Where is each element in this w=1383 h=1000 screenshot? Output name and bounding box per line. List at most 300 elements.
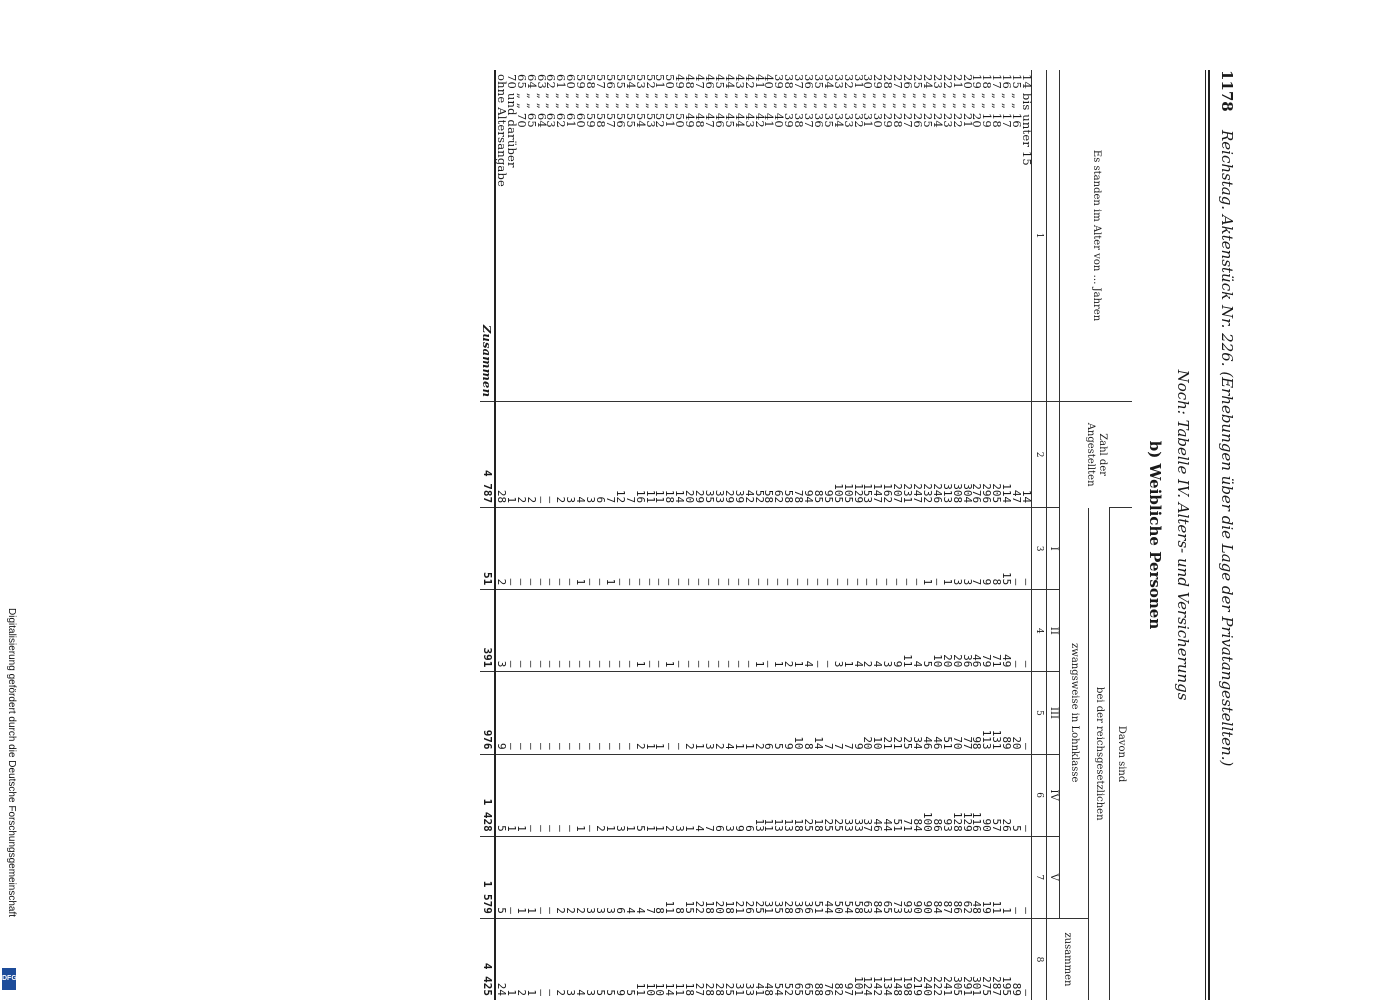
value-cell: — xyxy=(694,508,704,590)
value-cell: — xyxy=(734,508,744,590)
value-cell: 25 xyxy=(754,836,764,918)
col-header-class-i: I xyxy=(1047,508,1060,590)
value-cell: 241 xyxy=(942,918,952,1000)
value-cell: — xyxy=(664,672,674,754)
value-cell: — xyxy=(1021,754,1031,836)
table-row xyxy=(625,70,635,1000)
value-cell: 2 xyxy=(595,754,605,836)
value-cell: 95 xyxy=(823,402,833,508)
value-cell: 4 xyxy=(575,918,585,1000)
col-header-class-v: V xyxy=(1047,836,1060,918)
value-cell: 39 xyxy=(734,402,744,508)
value-cell: 10 xyxy=(655,918,665,1000)
table-row xyxy=(704,70,714,1000)
value-cell: — xyxy=(892,508,902,590)
value-cell: — xyxy=(536,754,546,836)
value-cell: 3 xyxy=(724,754,734,836)
value-cell: 9 xyxy=(981,508,991,590)
value-cell: 14 xyxy=(674,402,684,508)
age-cell: 62 „ „ 63 xyxy=(544,74,559,128)
value-cell: 2 xyxy=(565,836,575,918)
value-cell: 3 xyxy=(585,836,595,918)
value-cell: — xyxy=(546,836,556,918)
value-cell: 131 xyxy=(991,672,1001,754)
value-cell: 301 xyxy=(972,918,982,1000)
age-cell: 26 „ „ 27 xyxy=(901,74,916,128)
value-cell: 147 xyxy=(873,402,883,508)
value-cell: 29 xyxy=(694,402,704,508)
value-cell: 7 xyxy=(823,672,833,754)
table-row xyxy=(932,70,942,1000)
value-cell: 63 xyxy=(863,836,873,918)
value-cell: 1 xyxy=(635,590,645,672)
value-cell: — xyxy=(674,508,684,590)
value-cell: — xyxy=(704,508,714,590)
value-cell: 90 xyxy=(981,754,991,836)
value-cell: — xyxy=(635,508,645,590)
table-row xyxy=(585,70,595,1000)
value-cell: 4 xyxy=(575,402,585,508)
value-cell: 1 xyxy=(1001,836,1011,918)
value-cell: 46 xyxy=(873,754,883,836)
value-cell: 4 xyxy=(912,590,922,672)
value-cell: — xyxy=(585,754,595,836)
age-cell: 18 „ „ 19 xyxy=(980,74,995,128)
table-row xyxy=(565,70,575,1000)
table-row xyxy=(595,70,605,1000)
value-cell: — xyxy=(546,918,556,1000)
value-cell: 2 xyxy=(556,836,566,918)
value-cell: 1 xyxy=(664,590,674,672)
value-cell: 77 xyxy=(962,672,972,754)
value-cell: — xyxy=(615,508,625,590)
value-cell: — xyxy=(744,590,754,672)
value-cell: 4 xyxy=(853,590,863,672)
value-cell: 5 xyxy=(773,672,783,754)
table-row xyxy=(536,70,546,1000)
value-cell: 7 xyxy=(704,754,714,836)
value-cell: 124 xyxy=(863,918,873,1000)
value-cell: — xyxy=(546,754,556,836)
table-body xyxy=(480,70,1034,1000)
age-cell: 64 „ „ 65 xyxy=(524,74,539,128)
age-cell: 48 „ „ 49 xyxy=(683,74,698,128)
age-cell: 57 „ „ 58 xyxy=(594,74,609,128)
table-row xyxy=(764,70,774,1000)
value-cell: 2 xyxy=(664,754,674,836)
value-cell: 84 xyxy=(873,836,883,918)
value-cell: — xyxy=(724,508,734,590)
value-cell: 7 xyxy=(843,672,853,754)
value-cell: 1 xyxy=(655,672,665,754)
age-cell: 27 „ „ 28 xyxy=(891,74,906,128)
value-cell: 313 xyxy=(942,402,952,508)
value-cell: — xyxy=(526,754,536,836)
value-cell: — xyxy=(546,590,556,672)
value-cell: 21 xyxy=(734,836,744,918)
table-row xyxy=(803,70,813,1000)
value-cell: — xyxy=(902,508,912,590)
value-cell: — xyxy=(674,672,684,754)
value-cell: 2 xyxy=(495,508,506,590)
value-cell: 49 xyxy=(1001,590,1011,672)
table-row xyxy=(645,70,655,1000)
value-cell: — xyxy=(585,590,595,672)
value-cell: 20 xyxy=(684,402,694,508)
value-cell: 12 xyxy=(615,402,625,508)
value-cell: 28 xyxy=(714,918,724,1000)
value-cell: 51 xyxy=(942,672,952,754)
value-cell: 205 xyxy=(991,402,1001,508)
value-cell: 26 xyxy=(1001,754,1011,836)
value-cell: — xyxy=(536,590,546,672)
total-value-cell: 4 787 xyxy=(480,402,495,508)
value-cell: 232 xyxy=(922,402,932,508)
table-row xyxy=(892,70,902,1000)
table-row xyxy=(684,70,694,1000)
value-cell: — xyxy=(595,590,605,672)
value-cell: 85 xyxy=(813,402,823,508)
age-cell: 30 „ „ 31 xyxy=(861,74,876,128)
age-cell: 56 „ „ 57 xyxy=(603,74,618,128)
value-cell: — xyxy=(1011,836,1021,918)
header-rule xyxy=(1208,70,1210,1000)
value-cell: — xyxy=(556,672,566,754)
value-cell: — xyxy=(595,672,605,754)
value-cell: 3 xyxy=(595,836,605,918)
value-cell: 20 xyxy=(1011,672,1021,754)
value-cell: 2 xyxy=(516,402,526,508)
col-spacer-1 xyxy=(1047,70,1060,402)
value-cell: — xyxy=(526,672,536,754)
value-cell: 1 xyxy=(506,402,516,508)
value-cell: 27 xyxy=(694,918,704,1000)
table-row xyxy=(526,70,536,1000)
age-cell: 55 „ „ 56 xyxy=(613,74,628,128)
age-cell: 45 „ „ 46 xyxy=(712,74,727,128)
value-cell: 8 xyxy=(655,836,665,918)
age-cell: 39 „ „ 40 xyxy=(772,74,787,128)
value-cell: — xyxy=(546,402,556,508)
age-cell: 16 „ „ 17 xyxy=(1000,74,1015,128)
table-row xyxy=(506,70,516,1000)
age-cell: 35 „ „ 36 xyxy=(811,74,826,128)
value-cell: 4 xyxy=(873,590,883,672)
value-cell: 4 xyxy=(724,672,734,754)
value-cell: 4 xyxy=(635,836,645,918)
table-row xyxy=(981,70,991,1000)
value-cell: 1 xyxy=(645,672,655,754)
value-cell: 113 xyxy=(981,672,991,754)
age-cell: 36 „ „ 37 xyxy=(802,74,817,128)
value-cell: 246 xyxy=(932,402,942,508)
value-cell: 1 xyxy=(575,508,585,590)
value-cell: 3 xyxy=(962,508,972,590)
age-cell: 42 „ „ 43 xyxy=(742,74,757,128)
table-row xyxy=(1011,70,1021,1000)
table-row xyxy=(714,70,724,1000)
value-cell: 3 xyxy=(605,836,615,918)
total-row xyxy=(480,70,495,1000)
dfg-logo: DFG xyxy=(2,968,16,990)
value-cell: 11 xyxy=(991,836,1001,918)
value-cell: 1 xyxy=(942,508,952,590)
age-cell: 46 „ „ 47 xyxy=(703,74,717,128)
age-cell: 15 „ „ 16 xyxy=(1010,74,1025,128)
value-cell: 36 xyxy=(793,836,803,918)
age-cell: 20 „ „ 21 xyxy=(960,74,975,128)
value-cell: 20 xyxy=(952,590,962,672)
value-cell: — xyxy=(506,672,516,754)
value-cell: 62 xyxy=(773,402,783,508)
value-cell: 89 xyxy=(1001,672,1011,754)
value-cell: — xyxy=(714,508,724,590)
value-cell: 1 xyxy=(793,590,803,672)
value-cell: 21 xyxy=(882,672,892,754)
table-row xyxy=(962,70,972,1000)
table-row xyxy=(655,70,665,1000)
age-cell: 38 „ „ 39 xyxy=(782,74,797,128)
value-cell: 18 xyxy=(684,918,694,1000)
value-cell: 86 xyxy=(932,754,942,836)
value-cell: 7 xyxy=(972,508,982,590)
table-row xyxy=(823,70,833,1000)
side-note-text: Digitalisierung gefördert durch die Deutsche Forschungsgemeinschaft xyxy=(6,608,17,918)
value-cell: 2 xyxy=(783,590,793,672)
value-cell: — xyxy=(714,590,724,672)
value-cell: — xyxy=(565,754,575,836)
value-cell: 29 xyxy=(724,402,734,508)
age-cell: 21 „ „ 22 xyxy=(950,74,965,128)
value-cell: 2 xyxy=(863,590,873,672)
value-cell: 90 xyxy=(912,836,922,918)
value-cell: — xyxy=(615,590,625,672)
value-cell: — xyxy=(625,672,635,754)
value-cell: 195 xyxy=(1001,918,1011,1000)
value-cell: 116 xyxy=(972,754,982,836)
value-cell: — xyxy=(655,508,665,590)
table-row xyxy=(1021,70,1031,1000)
section-title: b) Weibliche Personen xyxy=(1146,440,1164,630)
age-cell: 33 „ „ 34 xyxy=(831,74,846,128)
value-cell: 11 xyxy=(764,754,774,836)
value-cell: 6 xyxy=(615,836,625,918)
value-cell: 1 xyxy=(645,754,655,836)
value-cell: 89 xyxy=(1011,918,1021,1000)
table-row xyxy=(902,70,912,1000)
age-cell: 34 „ „ 35 xyxy=(821,74,836,128)
value-cell: 198 xyxy=(902,918,912,1000)
value-cell: — xyxy=(664,508,674,590)
value-cell: 22 xyxy=(694,836,704,918)
value-cell: — xyxy=(684,508,694,590)
value-cell: 1 xyxy=(526,836,536,918)
col-number-1: 1 xyxy=(1032,70,1047,402)
value-cell: 78 xyxy=(793,402,803,508)
table-row xyxy=(516,70,526,1000)
value-cell: 9 xyxy=(615,918,625,1000)
age-cell: 44 „ „ 45 xyxy=(722,74,737,128)
value-cell: — xyxy=(516,672,526,754)
col-number-3: 3 xyxy=(1032,508,1047,590)
value-cell: 1 xyxy=(843,590,853,672)
value-cell: 28 xyxy=(783,836,793,918)
value-cell: 6 xyxy=(714,754,724,836)
value-cell: — xyxy=(536,672,546,754)
value-cell: 1 xyxy=(694,672,704,754)
age-cell: 41 „ „ 42 xyxy=(752,74,767,128)
total-value-cell: 391 xyxy=(480,590,495,672)
value-cell: 6 xyxy=(764,672,774,754)
col-header-count: Zahl der Angestellten xyxy=(1060,402,1133,508)
value-cell: — xyxy=(1011,508,1021,590)
value-cell: — xyxy=(526,590,536,672)
value-cell: 93 xyxy=(902,836,912,918)
value-cell: 142 xyxy=(873,918,883,1000)
value-cell: 9 xyxy=(853,672,863,754)
rotated-page-content xyxy=(60,70,1240,1000)
col-header-class-iii: III xyxy=(1047,672,1060,754)
value-cell: 94 xyxy=(803,402,813,508)
age-cell: 63 „ „ 64 xyxy=(534,74,549,128)
age-cell: 19 „ „ 20 xyxy=(970,74,985,128)
value-cell: 13 xyxy=(783,754,793,836)
value-cell: 48 xyxy=(764,918,774,1000)
value-cell: 5 xyxy=(1011,754,1021,836)
page-title: Reichstag. Aktenstück Nr. 226. (Erhebungen über die Lage der Privatangestellten.) xyxy=(1218,130,1236,767)
value-cell: 19 xyxy=(981,836,991,918)
age-cell: 25 „ „ 26 xyxy=(911,74,926,128)
value-cell: 14 xyxy=(813,672,823,754)
statistics-table xyxy=(480,70,1132,1000)
value-cell: — xyxy=(1021,590,1031,672)
value-cell: — xyxy=(932,508,942,590)
col-header-class-iv: IV xyxy=(1047,754,1060,836)
value-cell: 105 xyxy=(843,402,853,508)
value-cell: — xyxy=(882,508,892,590)
value-cell: 8 xyxy=(803,672,813,754)
value-cell: 5 xyxy=(495,754,506,836)
value-cell: 296 xyxy=(981,402,991,508)
value-cell: 28 xyxy=(495,402,506,508)
value-cell: 2 xyxy=(635,672,645,754)
value-cell: — xyxy=(565,672,575,754)
value-cell: 18 xyxy=(724,836,734,918)
value-cell: 14 xyxy=(664,918,674,1000)
value-cell: 2 xyxy=(526,402,536,508)
value-cell: 71 xyxy=(991,590,1001,672)
value-cell: — xyxy=(585,508,595,590)
value-cell: — xyxy=(813,590,823,672)
col-number-2: 2 xyxy=(1032,402,1047,508)
value-cell: 6 xyxy=(744,754,754,836)
age-cell: ohne Altersangabe xyxy=(494,74,509,188)
value-cell: — xyxy=(536,508,546,590)
value-cell: 3 xyxy=(952,508,962,590)
value-cell: — xyxy=(773,508,783,590)
col-number-7: 7 xyxy=(1032,836,1047,918)
table-row xyxy=(546,70,556,1000)
value-cell: — xyxy=(734,590,744,672)
table-row xyxy=(773,70,783,1000)
value-cell: 5 xyxy=(605,918,615,1000)
age-cell: 50 „ „ 51 xyxy=(663,74,678,128)
value-cell: 7 xyxy=(605,402,615,508)
value-cell: 5 xyxy=(922,590,932,672)
value-cell: — xyxy=(813,508,823,590)
table-row xyxy=(853,70,863,1000)
value-cell: 3 xyxy=(565,402,575,508)
value-cell: — xyxy=(764,508,774,590)
value-cell: — xyxy=(694,590,704,672)
value-cell: 70 xyxy=(952,672,962,754)
value-cell: — xyxy=(556,754,566,836)
value-cell: 11 xyxy=(902,590,912,672)
value-cell: 276 xyxy=(972,402,982,508)
value-cell: 18 xyxy=(813,754,823,836)
value-cell: 7 xyxy=(625,402,635,508)
value-cell: 46 xyxy=(932,672,942,754)
value-cell: — xyxy=(853,508,863,590)
value-cell: 82 xyxy=(833,918,843,1000)
value-cell: — xyxy=(575,672,585,754)
value-cell: 18 xyxy=(664,402,674,508)
value-cell: 54 xyxy=(843,836,853,918)
value-cell: 105 xyxy=(833,402,843,508)
age-cell: 51 „ „ 52 xyxy=(653,74,668,128)
age-cell: 70 und darüber xyxy=(504,74,519,168)
value-cell: — xyxy=(823,590,833,672)
value-cell: 36 xyxy=(962,590,972,672)
value-cell: — xyxy=(1021,508,1031,590)
col-header-zwangsweise: zwangsweise in Lohnklasse xyxy=(1060,508,1089,919)
value-cell: — xyxy=(843,508,853,590)
value-cell: 25 xyxy=(833,754,843,836)
value-cell: 3 xyxy=(585,402,595,508)
value-cell: 13 xyxy=(754,754,764,836)
value-cell: 15 xyxy=(684,836,694,918)
value-cell: 3 xyxy=(585,918,595,1000)
value-cell: 33 xyxy=(853,754,863,836)
value-cell: 1 xyxy=(625,754,635,836)
value-cell: 31 xyxy=(734,918,744,1000)
value-cell: — xyxy=(1011,590,1021,672)
value-cell: 54 xyxy=(773,918,783,1000)
value-cell: 42 xyxy=(744,402,754,508)
value-cell: 7 xyxy=(833,672,843,754)
value-cell: 1 xyxy=(655,754,665,836)
value-cell: 62 xyxy=(962,836,972,918)
value-cell: 16 xyxy=(635,402,645,508)
table-row xyxy=(972,70,982,1000)
value-cell: — xyxy=(556,508,566,590)
age-cell: 61 „ „ 62 xyxy=(554,74,569,128)
value-cell: — xyxy=(536,918,546,1000)
age-cell: 28 „ „ 29 xyxy=(881,74,896,128)
value-cell: 129 xyxy=(853,402,863,508)
value-cell: 3 xyxy=(704,672,714,754)
age-cell: 31 „ „ 32 xyxy=(851,74,866,128)
value-cell: 25 xyxy=(823,754,833,836)
value-cell: 31 xyxy=(764,836,774,918)
value-cell: 2 xyxy=(714,672,724,754)
value-cell: 15 xyxy=(1001,508,1011,590)
value-cell: 114 xyxy=(1001,402,1011,508)
value-cell: 8 xyxy=(674,836,684,918)
value-cell: 128 xyxy=(952,754,962,836)
value-cell: 134 xyxy=(882,918,892,1000)
value-cell: 25 xyxy=(803,754,813,836)
